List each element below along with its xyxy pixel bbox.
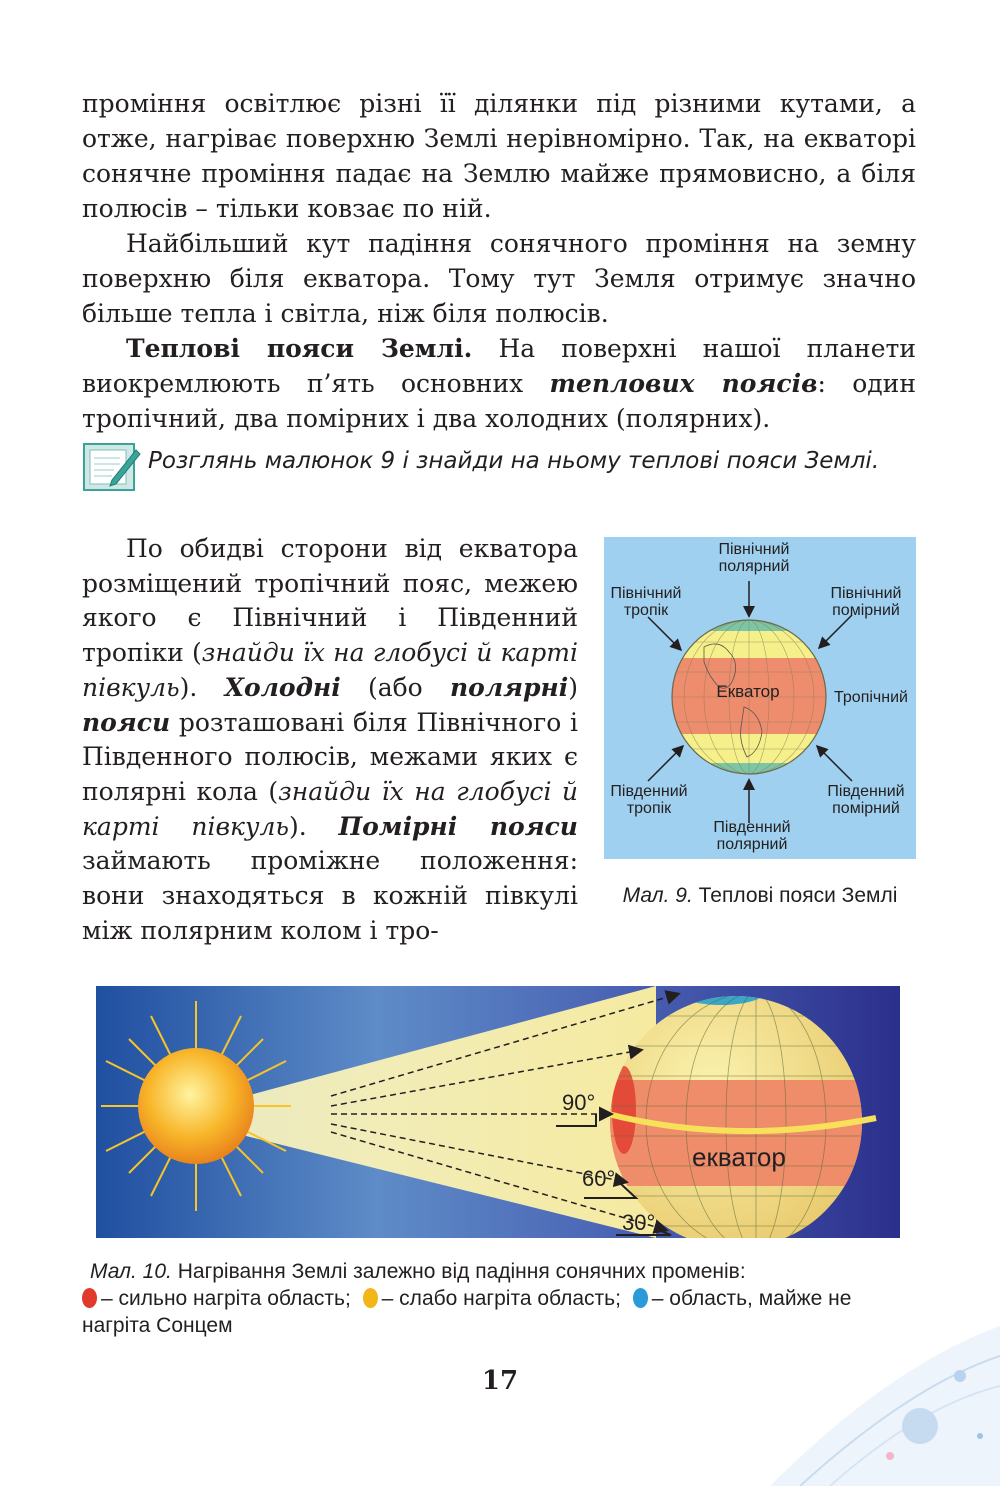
column-text-13: займають проміжне положення: вони знаходяться в кожній півкулі між полярним колом і тро- [82,846,578,945]
column-text-5: (або [340,672,450,702]
paragraph-2: Найбільший кут падіння сонячного проміння на земну поверхню біля екватора. Тому тут Земля отримує значно більше тепла і світла, ніж біля полюсів. [82,229,916,328]
column-text [82,532,578,948]
label-north-temperate: Північний помірний [830,585,902,619]
red-dot-icon [82,1288,97,1308]
term-cold-belts: Холодні [224,672,341,702]
column-text-9: розташовані біля Північного і Південного полюсів, межами яких є полярні кола ( [82,707,578,806]
blue-dot-icon [633,1288,648,1308]
section-heading: Теплові пояси Землі. [126,334,473,363]
notebook-pencil-icon [82,440,142,496]
legend-no-heat: – область, майже не нагріта Сонцем [82,1287,852,1337]
equator-label: екватор [692,1142,786,1172]
yellow-dot-icon [363,1288,378,1308]
label-tropical: Тропічний [834,689,908,706]
column-text-2: знайди їх на глобусі й карті півкуль [82,638,578,702]
figure-10-number: Мал. 10. [90,1260,172,1283]
legend-weak-heat: – слабо нагріта область; [381,1287,621,1310]
paragraph-1: проміння освітлює різні її ділянки під різними кутами, а отже, нагріває поверхню Землі нерівномірно. Так, на екваторі сонячне проміння падає на Землю майже прямовисно, а біля полюсів – тільки ковзає по ній. [82,89,916,223]
label-north-tropic: Північний тропік [610,585,682,619]
term-temperate-belts: Помірні пояси [338,811,578,841]
figure-10-title-line [82,1258,916,1285]
term-thermal-belts: теплових поясів [549,369,818,398]
task-box [82,438,916,518]
figure-10-title: Нагрівання Землі залежно від падіння сонячних променів: [171,1260,746,1283]
figure-9-number: Мал. 9. [622,884,693,907]
column-text-7: ) [568,672,578,702]
column-text-11: ). [288,811,339,841]
term-polar: полярні [449,672,569,702]
column-text-10: знайди їх на глобусі й карті півкуль [82,776,578,841]
label-equator: Екватор [716,682,780,701]
page-number: 17 [481,1366,519,1396]
main-text [82,86,916,436]
figure-9-title: Теплові пояси Землі [692,884,898,907]
column-text-3: ). [179,672,225,702]
paragraph-3 [82,331,916,436]
label-south-temperate: Південний помірний [827,783,905,817]
legend-strong-heat: – сильно нагріта область; [101,1287,351,1310]
figure-10-sun-earth [96,986,900,1238]
label-north-polar: Північний полярний [718,541,790,575]
label-south-polar: Південний полярний [713,819,791,853]
angle-30-label: 30° [622,1210,656,1235]
angle-90-label: 90° [562,1090,596,1115]
term-belts: пояси [82,707,171,737]
paragraph-3-text-a: На поверхні нашої планети виокремлюють п’ять основних [82,334,917,398]
figure-9-thermal-belts [604,537,916,859]
task-text: Розглянь малюнок 9 і знайди на ньому теплові пояси Землі. [148,448,880,474]
angle-60-label: 60° [582,1166,616,1191]
space-decoration-icon [770,1306,1000,1486]
sun-earth-diagram [96,986,900,1238]
paragraph-3-text-b: : один тропічний, два помірних і два холодних (полярних). [82,369,916,433]
label-south-tropic: Південний тропік [610,783,688,817]
column-text-1: По обидві сторони від екватора розміщений тропічний пояс, межею якого є Північний і Південний тропіки ( [82,534,578,668]
figure-9-caption [604,882,916,910]
